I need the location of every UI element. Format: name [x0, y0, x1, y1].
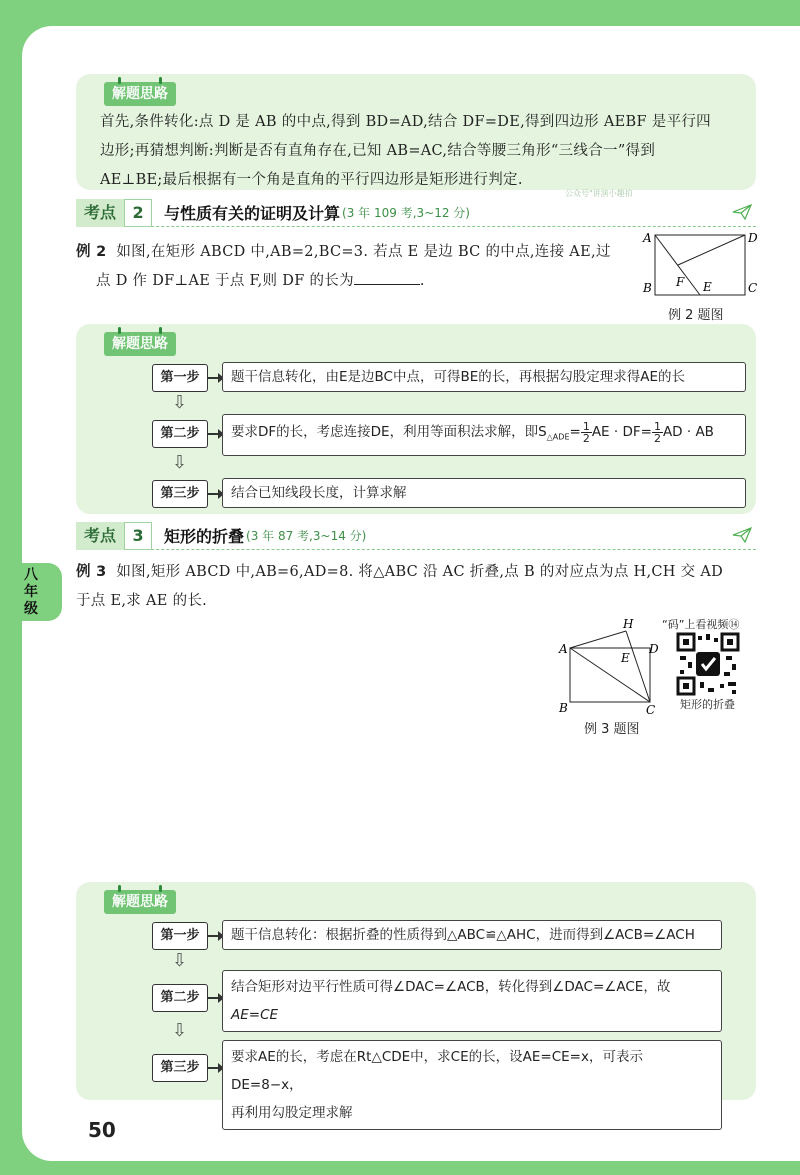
grade-tab-char: 八: [24, 566, 38, 583]
text-run: △ADE: [546, 432, 570, 442]
label-d: D: [649, 642, 659, 656]
page-number: 50: [88, 1118, 116, 1142]
example-2-caption: 例 2 题图: [668, 308, 724, 323]
example-2-text: [76, 238, 646, 296]
step-2-label: 第二步: [152, 984, 208, 1012]
down-arrow-icon: ⇩: [172, 950, 188, 971]
section-number: 3: [124, 522, 152, 550]
step-2-text: [222, 414, 746, 456]
section-title: 矩形的折叠: [164, 527, 245, 546]
step-1-label: 第一步: [152, 922, 208, 950]
label-b: B: [643, 281, 652, 295]
section-stat: (3 年 109 考,3~12 分): [342, 206, 470, 220]
text-line: 如图,矩形 ABCD 中,AB=6,AD=8. 将△ABC 沿 AC 折叠,点 B 的对应点为点 H,CH 交 AD: [116, 564, 724, 580]
text-line: AE⊥BE;最后根据有一个角是直角的平行四边形是矩形进行判定.: [100, 172, 523, 188]
step-2-label: 第二步: [152, 420, 208, 448]
grade-tab: [0, 563, 62, 621]
down-arrow-icon: ⇩: [172, 1020, 188, 1041]
text-line: 如图,在矩形 ABCD 中,AB=2,BC=3. 若点 E 是边 BC 的中点,连接 AE,过: [116, 244, 611, 260]
step-3-label: 第三步: [152, 480, 208, 508]
section-stat: (3 年 87 考,3~14 分): [246, 529, 367, 543]
solution-text-1: [100, 108, 760, 195]
qr-caption-bottom: 矩形的折叠: [680, 698, 735, 711]
solution-label: 解题思路: [104, 890, 176, 914]
down-arrow-icon: ⇩: [172, 392, 188, 413]
step-arrow: [208, 935, 222, 937]
section-header-2: [76, 199, 756, 227]
paper-plane-icon: [732, 526, 752, 544]
label-f: F: [676, 275, 685, 289]
example-2-figure: [640, 228, 760, 300]
step-1-text: 题干信息转化：根据折叠的性质得到△ABC≌△AHC，进而得到∠ACB=∠ACH: [222, 920, 722, 950]
qr-code-icon[interactable]: [676, 632, 740, 696]
section-header-3: [76, 522, 756, 550]
step-1-text: 题干信息转化，由E是边BC中点，可得BE的长，再根据勾股定理求得AE的长: [222, 362, 746, 392]
example-3-text: [76, 558, 766, 616]
text-line: 结合矩形对边平行性质可得∠DAC=∠ACB，转化得到∠DAC=∠ACE，故: [231, 979, 671, 995]
label-b: B: [559, 701, 568, 715]
section-title: 与性质有关的证明及计算: [164, 204, 341, 223]
text-run: AE · DF=: [591, 424, 652, 440]
example-3-caption: 例 3 题图: [584, 722, 640, 737]
qr-caption-top: “码”上看视频⑭: [662, 618, 740, 631]
label-h: H: [623, 617, 634, 631]
section-tag: 考点: [76, 522, 124, 550]
text-line: 再利用勾股定理求解: [231, 1105, 353, 1121]
label-e: E: [703, 280, 712, 294]
step-1-label: 第一步: [152, 364, 208, 392]
section-tag: 考点: [76, 199, 124, 227]
text-line: 边形;再猜想判断:判断是否有直角存在,已知 AB=AC,结合等腰三角形“三线合一”得到: [100, 143, 656, 159]
step-2-text: [222, 970, 722, 1032]
text-line: 首先,条件转化:点 D 是 AB 的中点,得到 BD=AD,结合 DF=DE,得到四边形 AEBF 是平行四: [100, 114, 711, 130]
fraction: $\frac{1}{2}$: [653, 419, 661, 445]
example-label: 例 2: [76, 244, 107, 260]
text-line: AE=CE: [231, 1007, 279, 1023]
label-e: E: [621, 651, 630, 665]
text-run: AD · AB: [662, 424, 714, 440]
text-line: 点 D 作 DF⊥AE 于点 F,则 DF 的长为: [96, 273, 354, 289]
label-a: A: [643, 231, 652, 245]
text-line: 于点 E,求 AE 的长.: [76, 593, 208, 609]
label-c: C: [748, 281, 758, 295]
text-run: 要求DF的长，考虑连接DE，利用等面积法求解，即S: [231, 424, 547, 440]
down-arrow-icon: ⇩: [172, 452, 188, 473]
label-c: C: [646, 703, 656, 716]
text-line: 要求AE的长，考虑在Rt△CDE中，求CE的长，设AE=CE=x，可表示DE=8−x，: [231, 1049, 643, 1093]
solution-label: 解题思路: [104, 332, 176, 356]
step-3-text: 结合已知线段长度，计算求解: [222, 478, 746, 508]
fraction: $\frac{1}{2}$: [582, 419, 590, 445]
text-run: =: [569, 424, 581, 440]
step-3-label: 第三步: [152, 1054, 208, 1082]
step-arrow: [208, 377, 222, 379]
example-label: 例 3: [76, 564, 107, 580]
text-line: .: [419, 273, 425, 289]
label-d: D: [748, 231, 758, 245]
example-3-figure: [556, 616, 666, 716]
section-number: 2: [124, 199, 152, 227]
watermark: 公众号"讲演小趣拍: [565, 189, 633, 198]
grade-tab-char: 年: [24, 583, 38, 600]
label-a: A: [559, 642, 568, 656]
step-arrow: [208, 493, 222, 495]
grade-tab-char: 级: [24, 600, 38, 617]
step-3-text: [222, 1040, 722, 1130]
step-arrow: [208, 1067, 222, 1069]
answer-blank: [354, 284, 420, 285]
step-arrow: [208, 997, 222, 999]
solution-label: 解题思路: [104, 82, 176, 106]
step-arrow: [208, 433, 222, 435]
paper-plane-icon: [732, 203, 752, 221]
